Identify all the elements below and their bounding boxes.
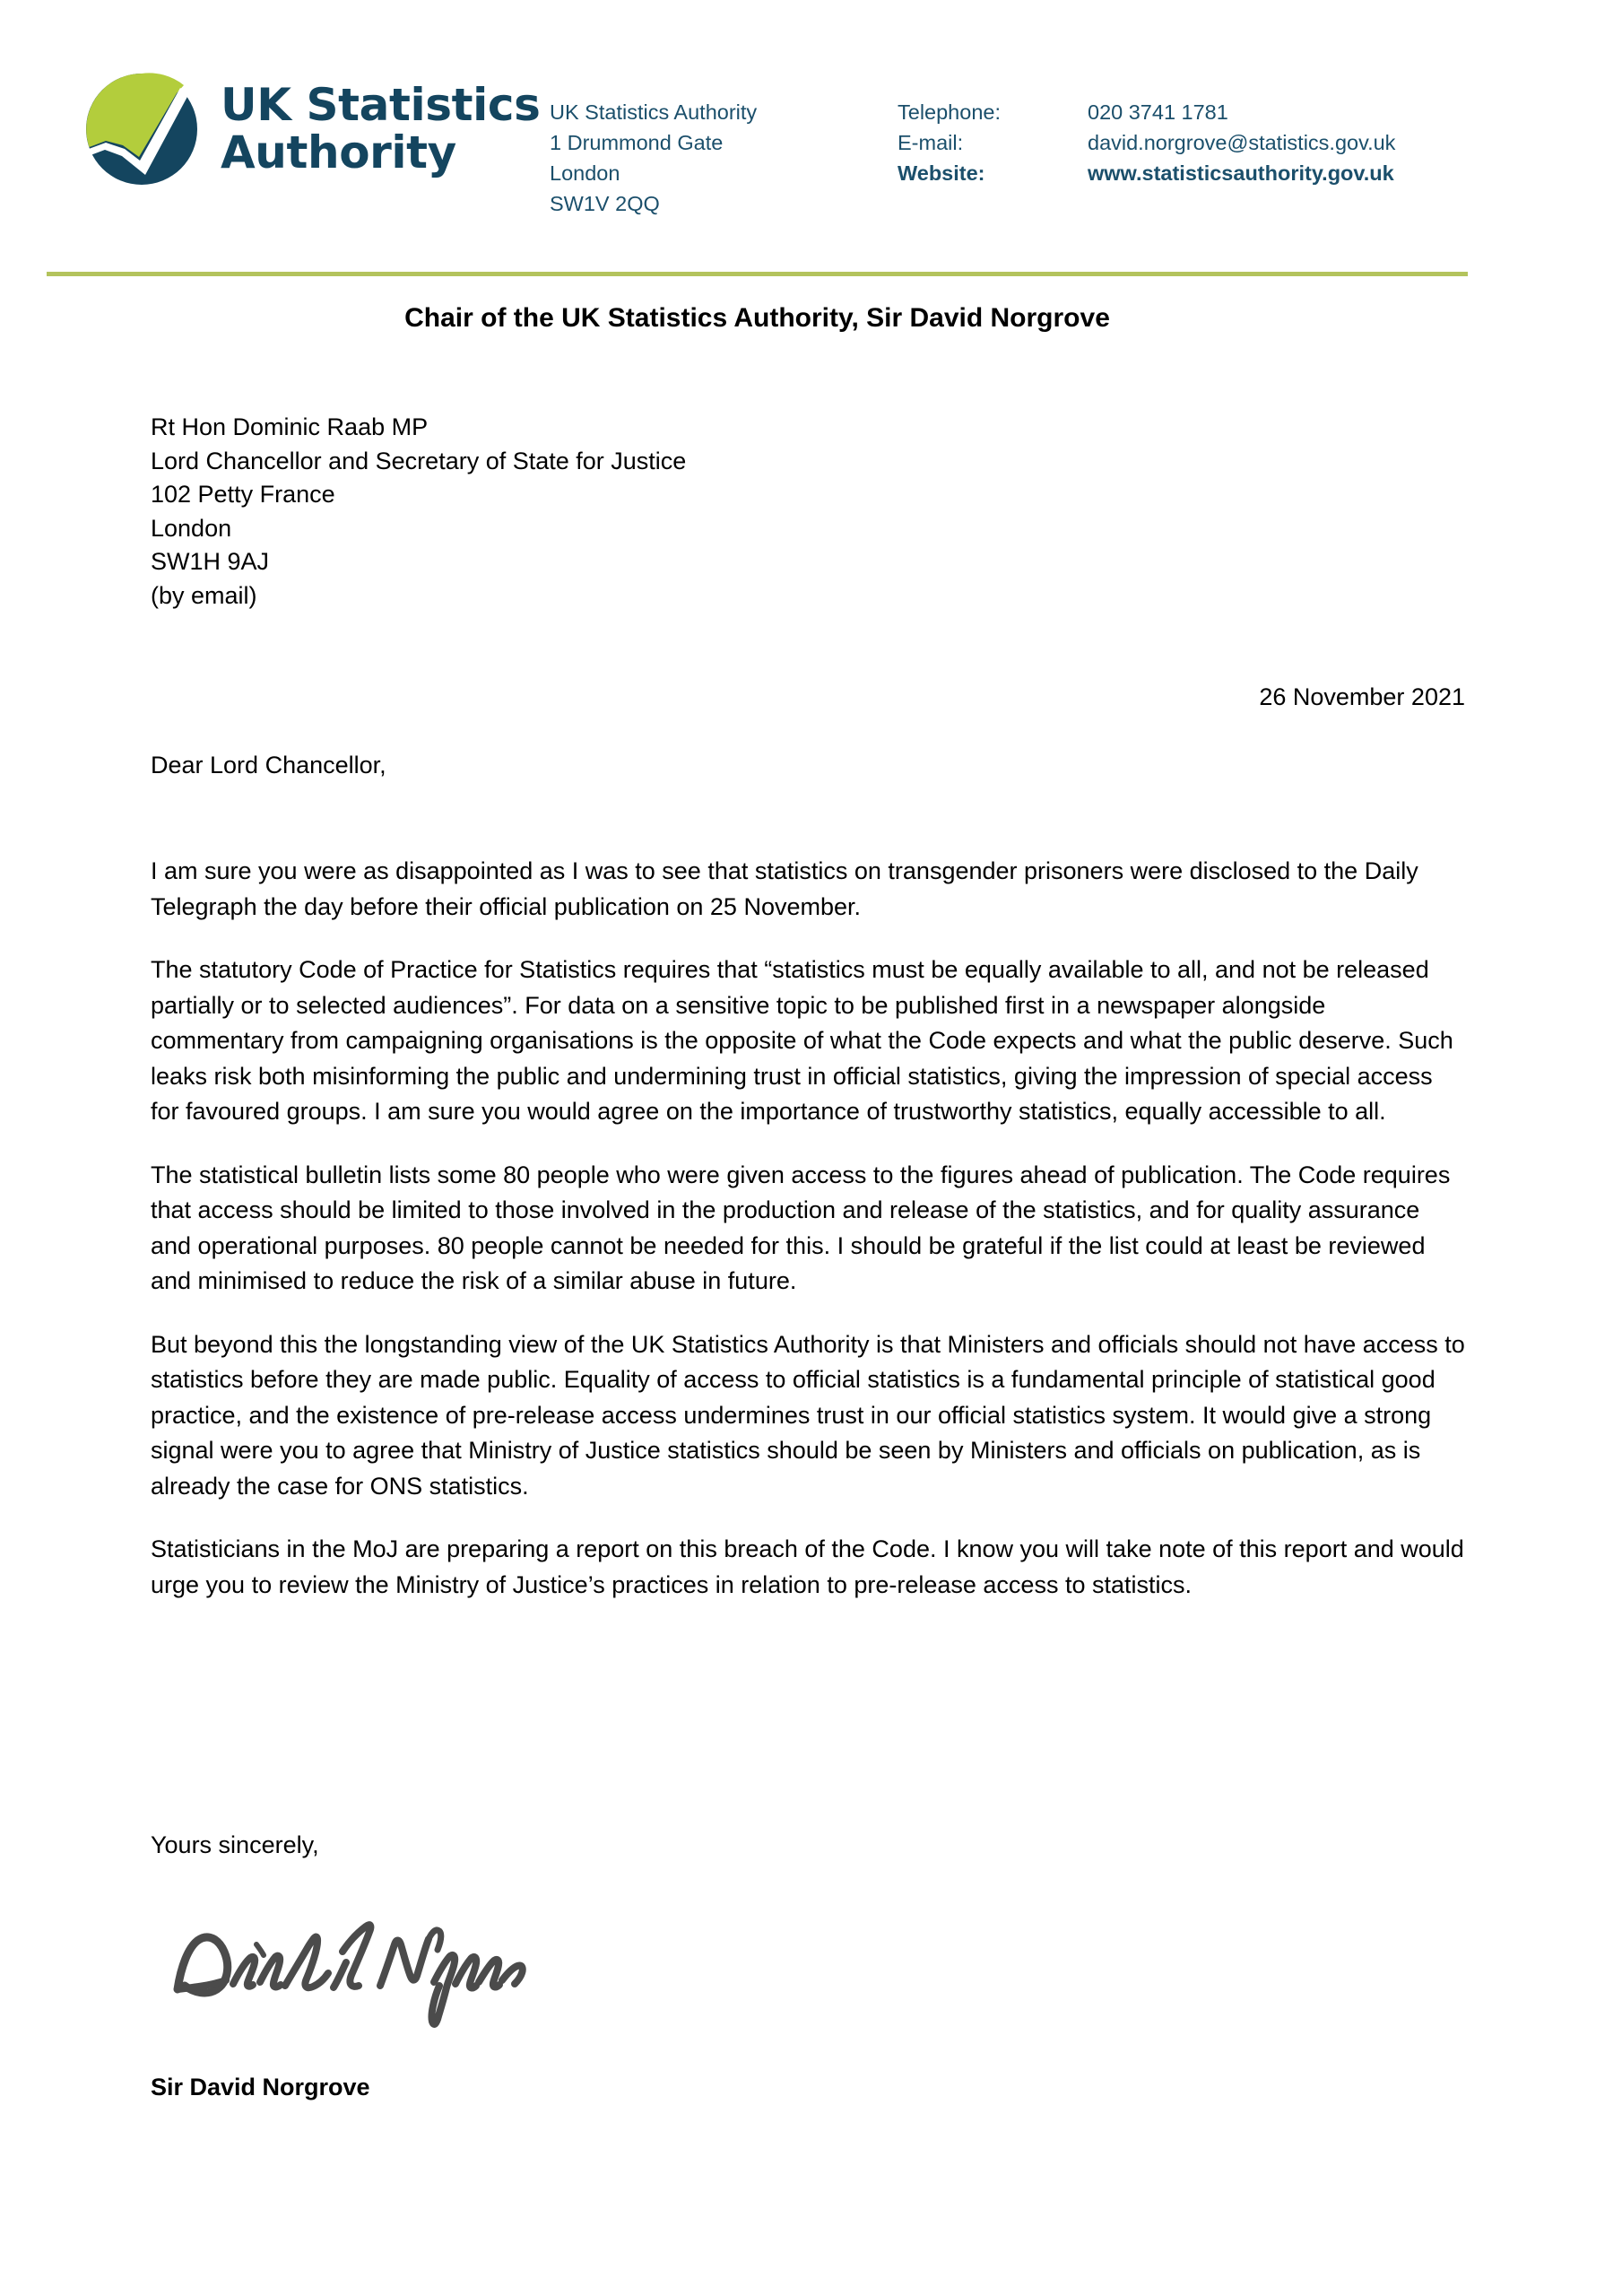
signatory-name: Sir David Norgrove bbox=[151, 2074, 370, 2100]
recipient-line-1: Rt Hon Dominic Raab MP bbox=[151, 413, 429, 440]
organisation-logo bbox=[82, 70, 540, 188]
address-line-3: London bbox=[550, 161, 620, 185]
address-line-2: 1 Drummond Gate bbox=[550, 131, 724, 154]
address-line-4: SW1V 2QQ bbox=[550, 192, 660, 215]
recipient-line-2: Lord Chancellor and Secretary of State for Justice bbox=[151, 447, 687, 474]
closing-salutation: Yours sincerely, bbox=[151, 1831, 319, 1858]
telephone-label: Telephone: bbox=[898, 100, 1001, 124]
letterhead-divider bbox=[47, 272, 1468, 276]
organisation-wordmark bbox=[221, 79, 541, 178]
letterhead bbox=[0, 0, 1622, 269]
organisation-address bbox=[550, 97, 757, 219]
wordmark-line-2: Authority bbox=[221, 126, 456, 178]
handwritten-signature-icon bbox=[167, 1900, 543, 2052]
page-title: Chair of the UK Statistics Authority, Sir David Norgrove bbox=[404, 303, 1110, 333]
telephone-value: 020 3741 1781 bbox=[1088, 100, 1228, 124]
body-paragraph-4: But beyond this the longstanding view of the UK Statistics Authority is that Ministers and officials should not have access to statistics before they are made public. Equality of access to official statistics is a fundamental principle of statistical good practice, and the existence of pre-release access undermines trust in our official statistics system. It would give a strong signal were you to agree that Ministry of Justice statistics should be seen by Ministers and officials on publication, as is already the case for ONS statistics. bbox=[151, 1330, 1465, 1500]
letter-date: 26 November 2021 bbox=[1259, 683, 1465, 710]
website-value[interactable]: www.statisticsauthority.gov.uk bbox=[1088, 161, 1394, 185]
uk-statistics-authority-logo-icon bbox=[82, 70, 201, 188]
body-paragraph-3: The statistical bulletin lists some 80 people who were given access to the figures ahead of publication. The Code requires that access should be limited to those involved in the production and release of the statistics, and for quality assurance and operational purposes. 80 people cannot be needed for this. I should be grateful if the list could at least be reviewed and minimised to reduce the risk of a similar abuse in future. bbox=[151, 1161, 1451, 1294]
email-row bbox=[898, 127, 1395, 158]
email-value[interactable]: david.norgrove@statistics.gov.uk bbox=[1088, 131, 1396, 154]
recipient-address bbox=[151, 411, 686, 613]
organisation-contact-details bbox=[898, 97, 1395, 188]
recipient-line-3: 102 Petty France bbox=[151, 481, 335, 508]
recipient-line-4: London bbox=[151, 514, 232, 542]
body-paragraph-5: Statisticians in the MoJ are preparing a report on this breach of the Code. I know you will take note of this report and would urge you to review the Ministry of Justice’s practices in relation to pre-release access to statistics. bbox=[151, 1535, 1464, 1598]
body-paragraph-2: The statutory Code of Practice for Statistics requires that “statistics must be equally available to all, and not be released partially or to selected audiences”. For data on a sensitive topic to be published first in a newspaper alongside commentary from campaigning organisations is the opposite of what the Code expects and what the public deserve. Such leaks risk both misinforming the public and undermining trust in official statistics, giving the impression of special access for favoured groups. I am sure you would agree on the importance of trustworthy statistics, equally accessible to all. bbox=[151, 956, 1453, 1125]
telephone-row bbox=[898, 97, 1395, 127]
recipient-line-6: (by email) bbox=[151, 581, 257, 609]
address-line-1: UK Statistics Authority bbox=[550, 100, 758, 124]
email-label: E-mail: bbox=[898, 131, 964, 154]
salutation: Dear Lord Chancellor, bbox=[151, 752, 386, 778]
signature-image bbox=[167, 1900, 543, 2052]
website-label: Website: bbox=[898, 161, 985, 185]
wordmark-line-1: UK Statistics bbox=[221, 79, 541, 131]
letter-body bbox=[151, 854, 1465, 1603]
website-row bbox=[898, 158, 1395, 188]
body-paragraph-1: I am sure you were as disappointed as I was to see that statistics on transgender prisoners were disclosed to the Daily Telegraph the day before their official publication on 25 November. bbox=[151, 857, 1418, 920]
recipient-line-5: SW1H 9AJ bbox=[151, 548, 270, 575]
